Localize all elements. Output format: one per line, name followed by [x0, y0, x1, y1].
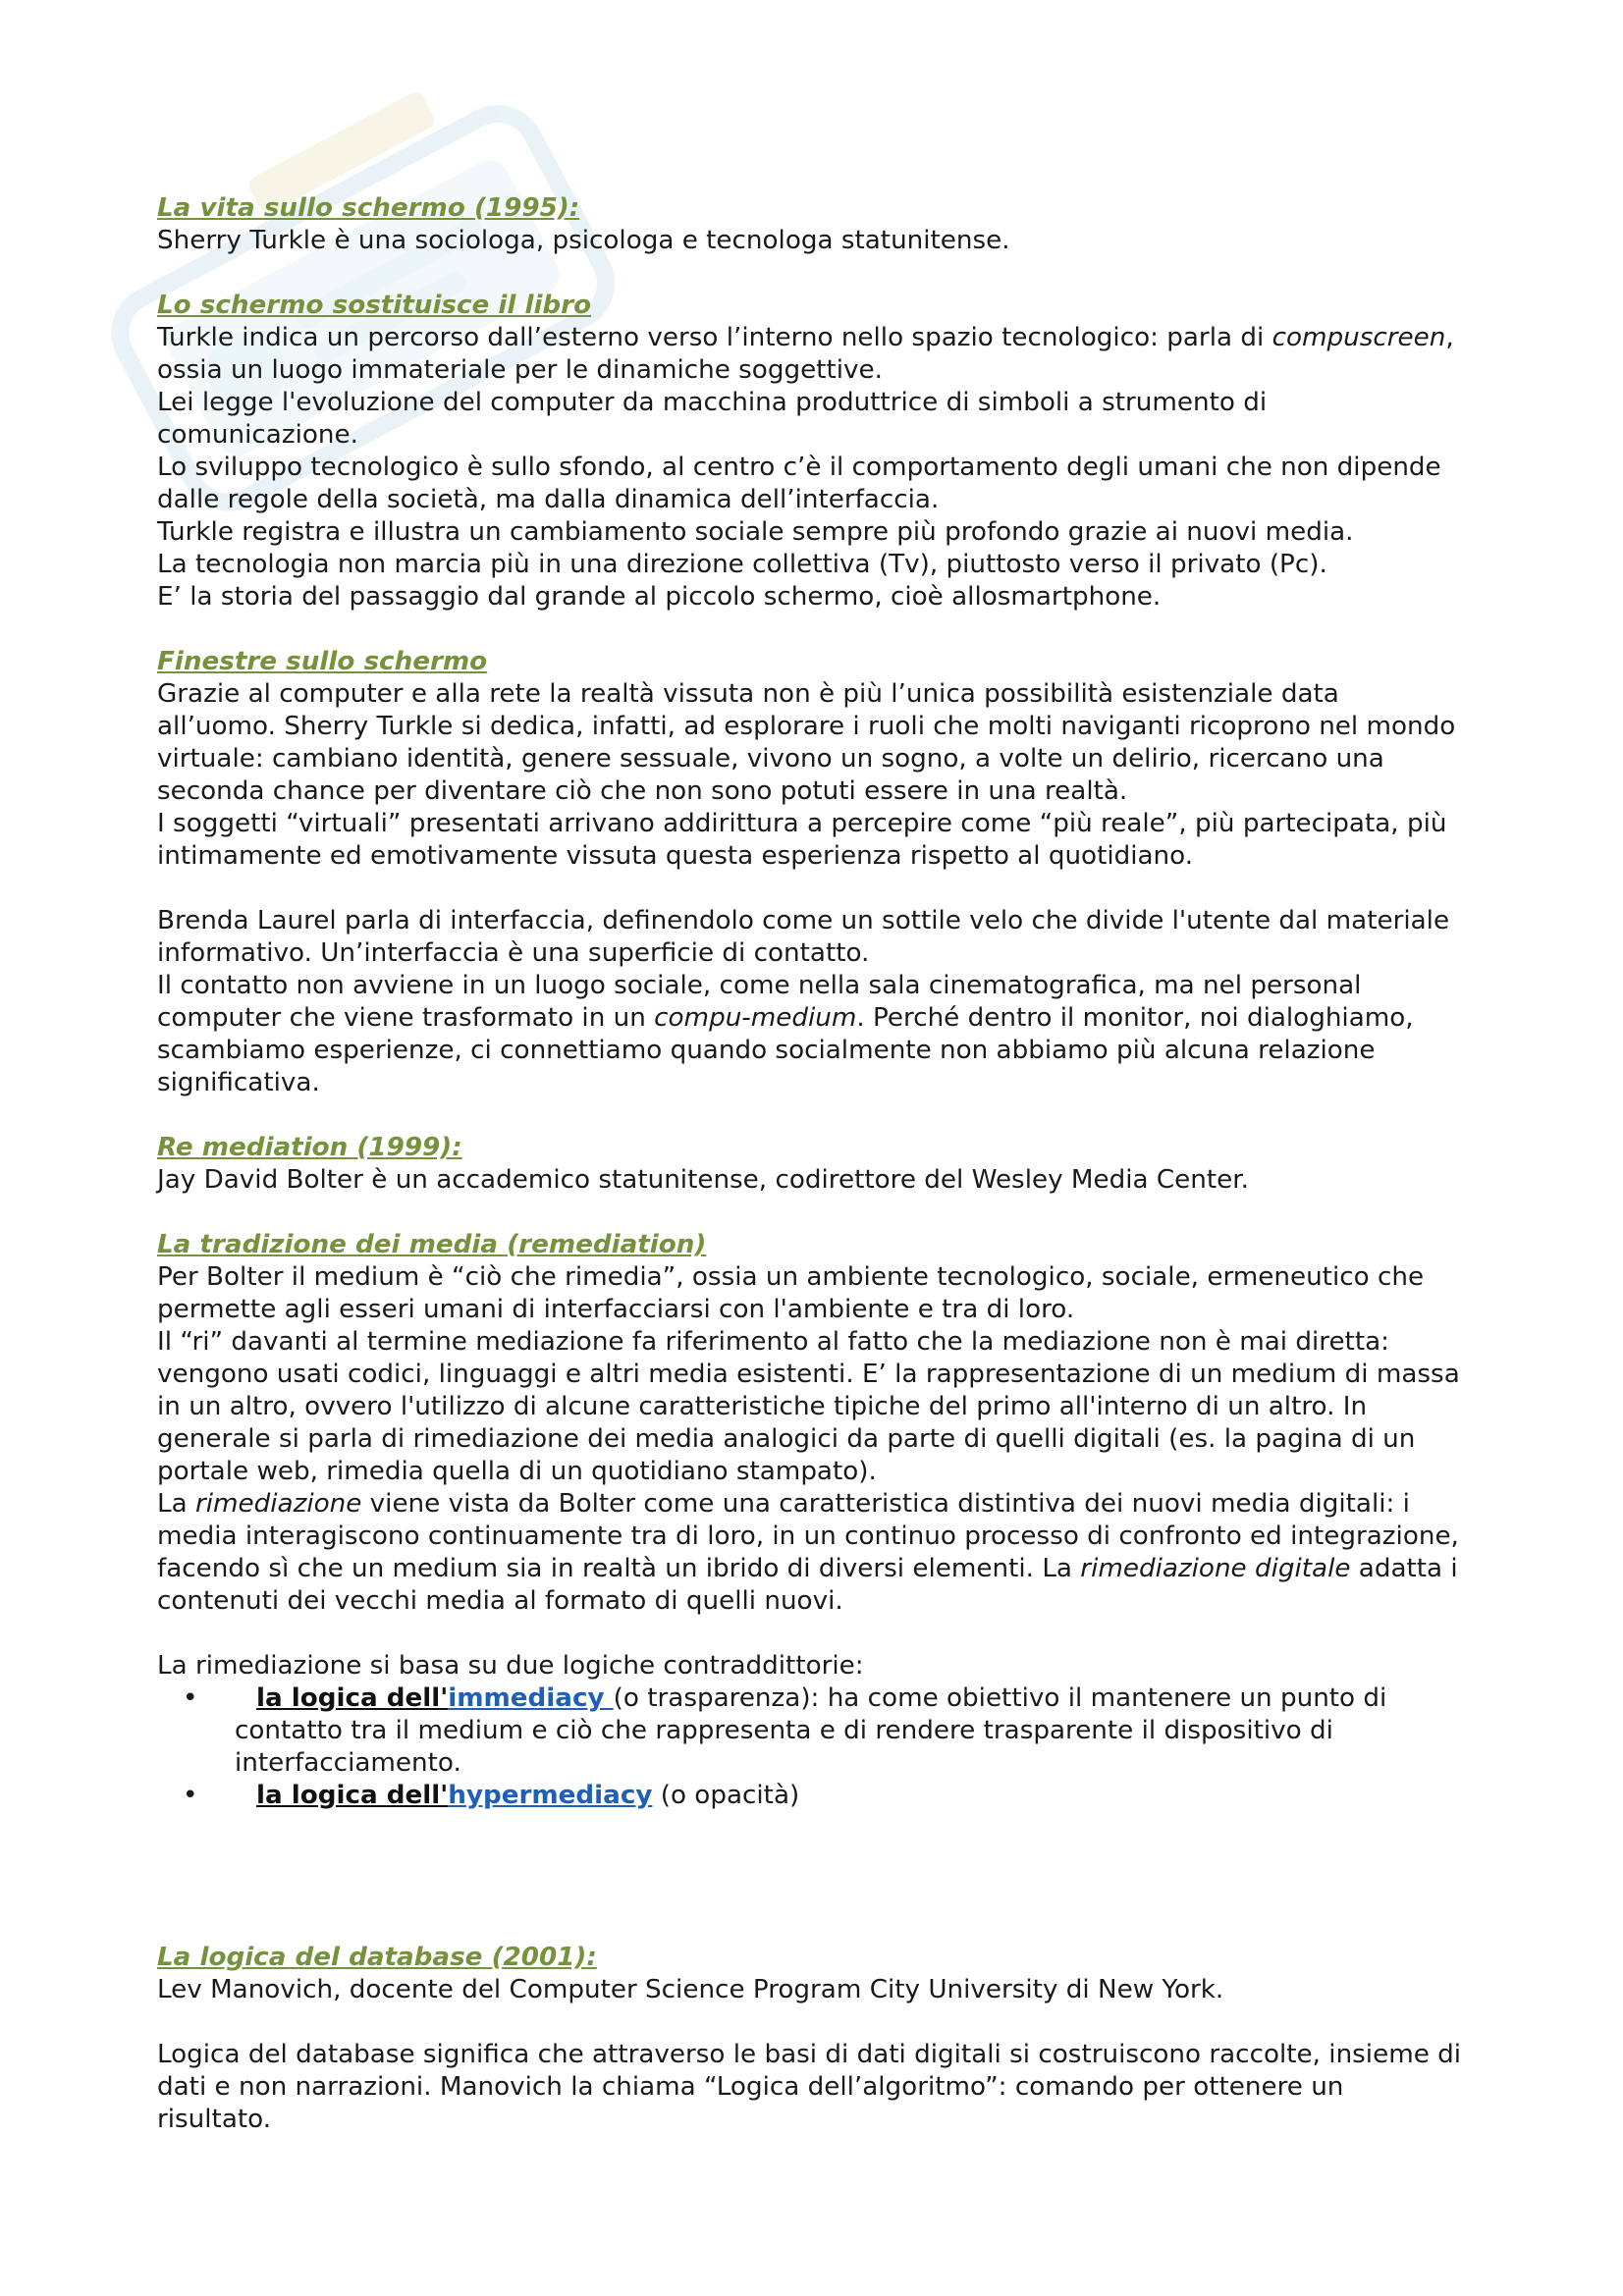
- text-run: (o opacità): [652, 1781, 800, 1810]
- paragraph: La rimediazione si basa su due logiche contraddittorie:: [157, 1651, 864, 1681]
- bold-term: la logica dell': [256, 1683, 449, 1713]
- text-run: adatta i contenuti dei vecchi media al formato di quelli nuovi.: [157, 1554, 1458, 1616]
- italic-term: compuscreen: [1271, 323, 1446, 352]
- paragraph: E’ la storia del passaggio dal grande al piccolo schermo, cioè allosmartphone.: [157, 582, 1162, 612]
- section-heading-schermo-sostituisce-libro: Lo schermo sostituisce il libro: [157, 291, 592, 320]
- text-run: (o trasparenza): ha come obiettivo il mantenere un punto di contatto tra il medium e ciò che rappresenta e di rendere trasparente il dispositivo di interfacciamento.: [235, 1683, 1387, 1778]
- link-hypermediacy[interactable]: hypermediacy: [448, 1781, 653, 1810]
- section-heading-re-mediation: Re mediation (1999):: [157, 1133, 462, 1162]
- paragraph: [157, 970, 1463, 1099]
- text-run: Turkle indica un percorso dall’esterno verso l’interno nello spazio tecnologico: parla di: [157, 323, 1272, 352]
- paragraph: Lev Manovich, docente del Computer Science Program City University di New York.: [157, 1975, 1224, 2004]
- italic-term: rimediazione: [194, 1489, 362, 1519]
- text-run: . Perché dentro il monitor, noi dialoghiamo, scambiamo esperienze, ci connettiamo quando socialmente non abbiamo più alcuna relazione significativa.: [157, 1003, 1414, 1097]
- section-heading-tradizione-dei-media: La tradizione dei media (remediation): [157, 1230, 707, 1259]
- list-item: [157, 1780, 1463, 1812]
- bullet-list: [157, 1682, 1463, 1812]
- bold-term: la logica dell': [256, 1781, 449, 1810]
- italic-term: rimediazione digitale: [1080, 1554, 1351, 1583]
- paragraph: Jay David Bolter è un accademico statunitense, codirettore del Wesley Media Center.: [157, 1165, 1249, 1195]
- paragraph: Brenda Laurel parla di interfaccia, definendolo come un sottile velo che divide l'utente dal materiale informativo. Un’interfaccia è una superficie di contatto.: [157, 906, 1450, 968]
- text-run: La: [157, 1489, 195, 1519]
- text-run: viene vista da Bolter come una caratteristica distintiva dei nuovi media digitali: i media interagiscono continuamente tra di loro, in un continuo processo di confronto ed integrazione, facendo sì che un medium sia in realtà un ibrido di diversi elementi. La: [157, 1489, 1459, 1583]
- document-page: [157, 192, 1463, 2136]
- text-run: Il contatto non avviene in un luogo sociale, come nella sala cinematografica, ma nel personal computer che viene trasformato in un: [157, 971, 1362, 1033]
- section-heading-finestre-sullo-schermo: Finestre sullo schermo: [157, 647, 488, 676]
- paragraph: Logica del database significa che attraverso le basi di dati digitali si costruiscono raccolte, insieme di dati e non narrazioni. Manovich la chiama “Logica dell’algoritmo”: comando per ottenere un risultato.: [157, 2040, 1462, 2134]
- section-heading-logica-del-database: La logica del database (2001):: [157, 1943, 597, 1972]
- paragraph: I soggetti “virtuali” presentati arrivano addirittura a percepire come “più reale”, più partecipata, più intimamente ed emotivamente vissuta questa esperienza rispetto al quotidiano.: [157, 809, 1447, 871]
- bullet-icon: •: [183, 1683, 198, 1713]
- bullet-icon: •: [183, 1781, 198, 1810]
- paragraph: Il “ri” davanti al termine mediazione fa riferimento al fatto che la mediazione non è mai diretta: vengono usati codici, linguaggi e altri media esistenti. E’ la rappresentazione di un medium di massa in un altro, ovvero l'utilizzo di alcune caratteristiche tipiche del primo all'interno di un altro. In generale si parla di rimediazione dei media analogici da parte di quelli digitali (es. la pagina di un portale web, rimedia quella di un quotidiano stampato).: [157, 1327, 1460, 1486]
- text-run: , ossia un luogo immateriale per le dinamiche soggettive.: [157, 323, 1454, 385]
- paragraph: Sherry Turkle è una sociologa, psicologa e tecnologa statunitense.: [157, 226, 1010, 255]
- paragraph: Grazie al computer e alla rete la realtà vissuta non è più l’unica possibilità esistenziale data all’uomo. Sherry Turkle si dedica, infatti, ad esplorare i ruoli che molti naviganti ricoprono nel mondo virtuale: cambiano identità, genere sessuale, vivono un sogno, a volte un delirio, ricercano una seconda chance per diventare ciò che non sono potuti essere in una realtà.: [157, 679, 1456, 806]
- section-heading-vita-sullo-schermo: La vita sullo schermo (1995):: [157, 193, 580, 223]
- list-item: [157, 1682, 1463, 1780]
- paragraph: Per Bolter il medium è “ciò che rimedia”, ossia un ambiente tecnologico, sociale, ermeneutico che permette agli esseri umani di interfacciarsi con l'ambiente e tra di loro.: [157, 1262, 1425, 1324]
- paragraph: Lo sviluppo tecnologico è sullo sfondo, al centro c’è il comportamento degli umani che non dipende dalle regole della società, ma dalla dinamica dell’interfaccia.: [157, 453, 1441, 514]
- paragraph: Lei legge l'evoluzione del computer da macchina produttrice di simboli a strumento di comunicazione.: [157, 388, 1268, 450]
- paragraph: [157, 322, 1463, 387]
- paragraph: [157, 1488, 1463, 1618]
- paragraph: La tecnologia non marcia più in una direzione collettiva (Tv), piuttosto verso il privato (Pc).: [157, 550, 1327, 579]
- link-immediacy[interactable]: immediacy: [448, 1683, 614, 1713]
- paragraph: Turkle registra e illustra un cambiamento sociale sempre più profondo grazie ai nuovi media.: [157, 517, 1354, 547]
- italic-term: compu-medium: [654, 1003, 857, 1033]
